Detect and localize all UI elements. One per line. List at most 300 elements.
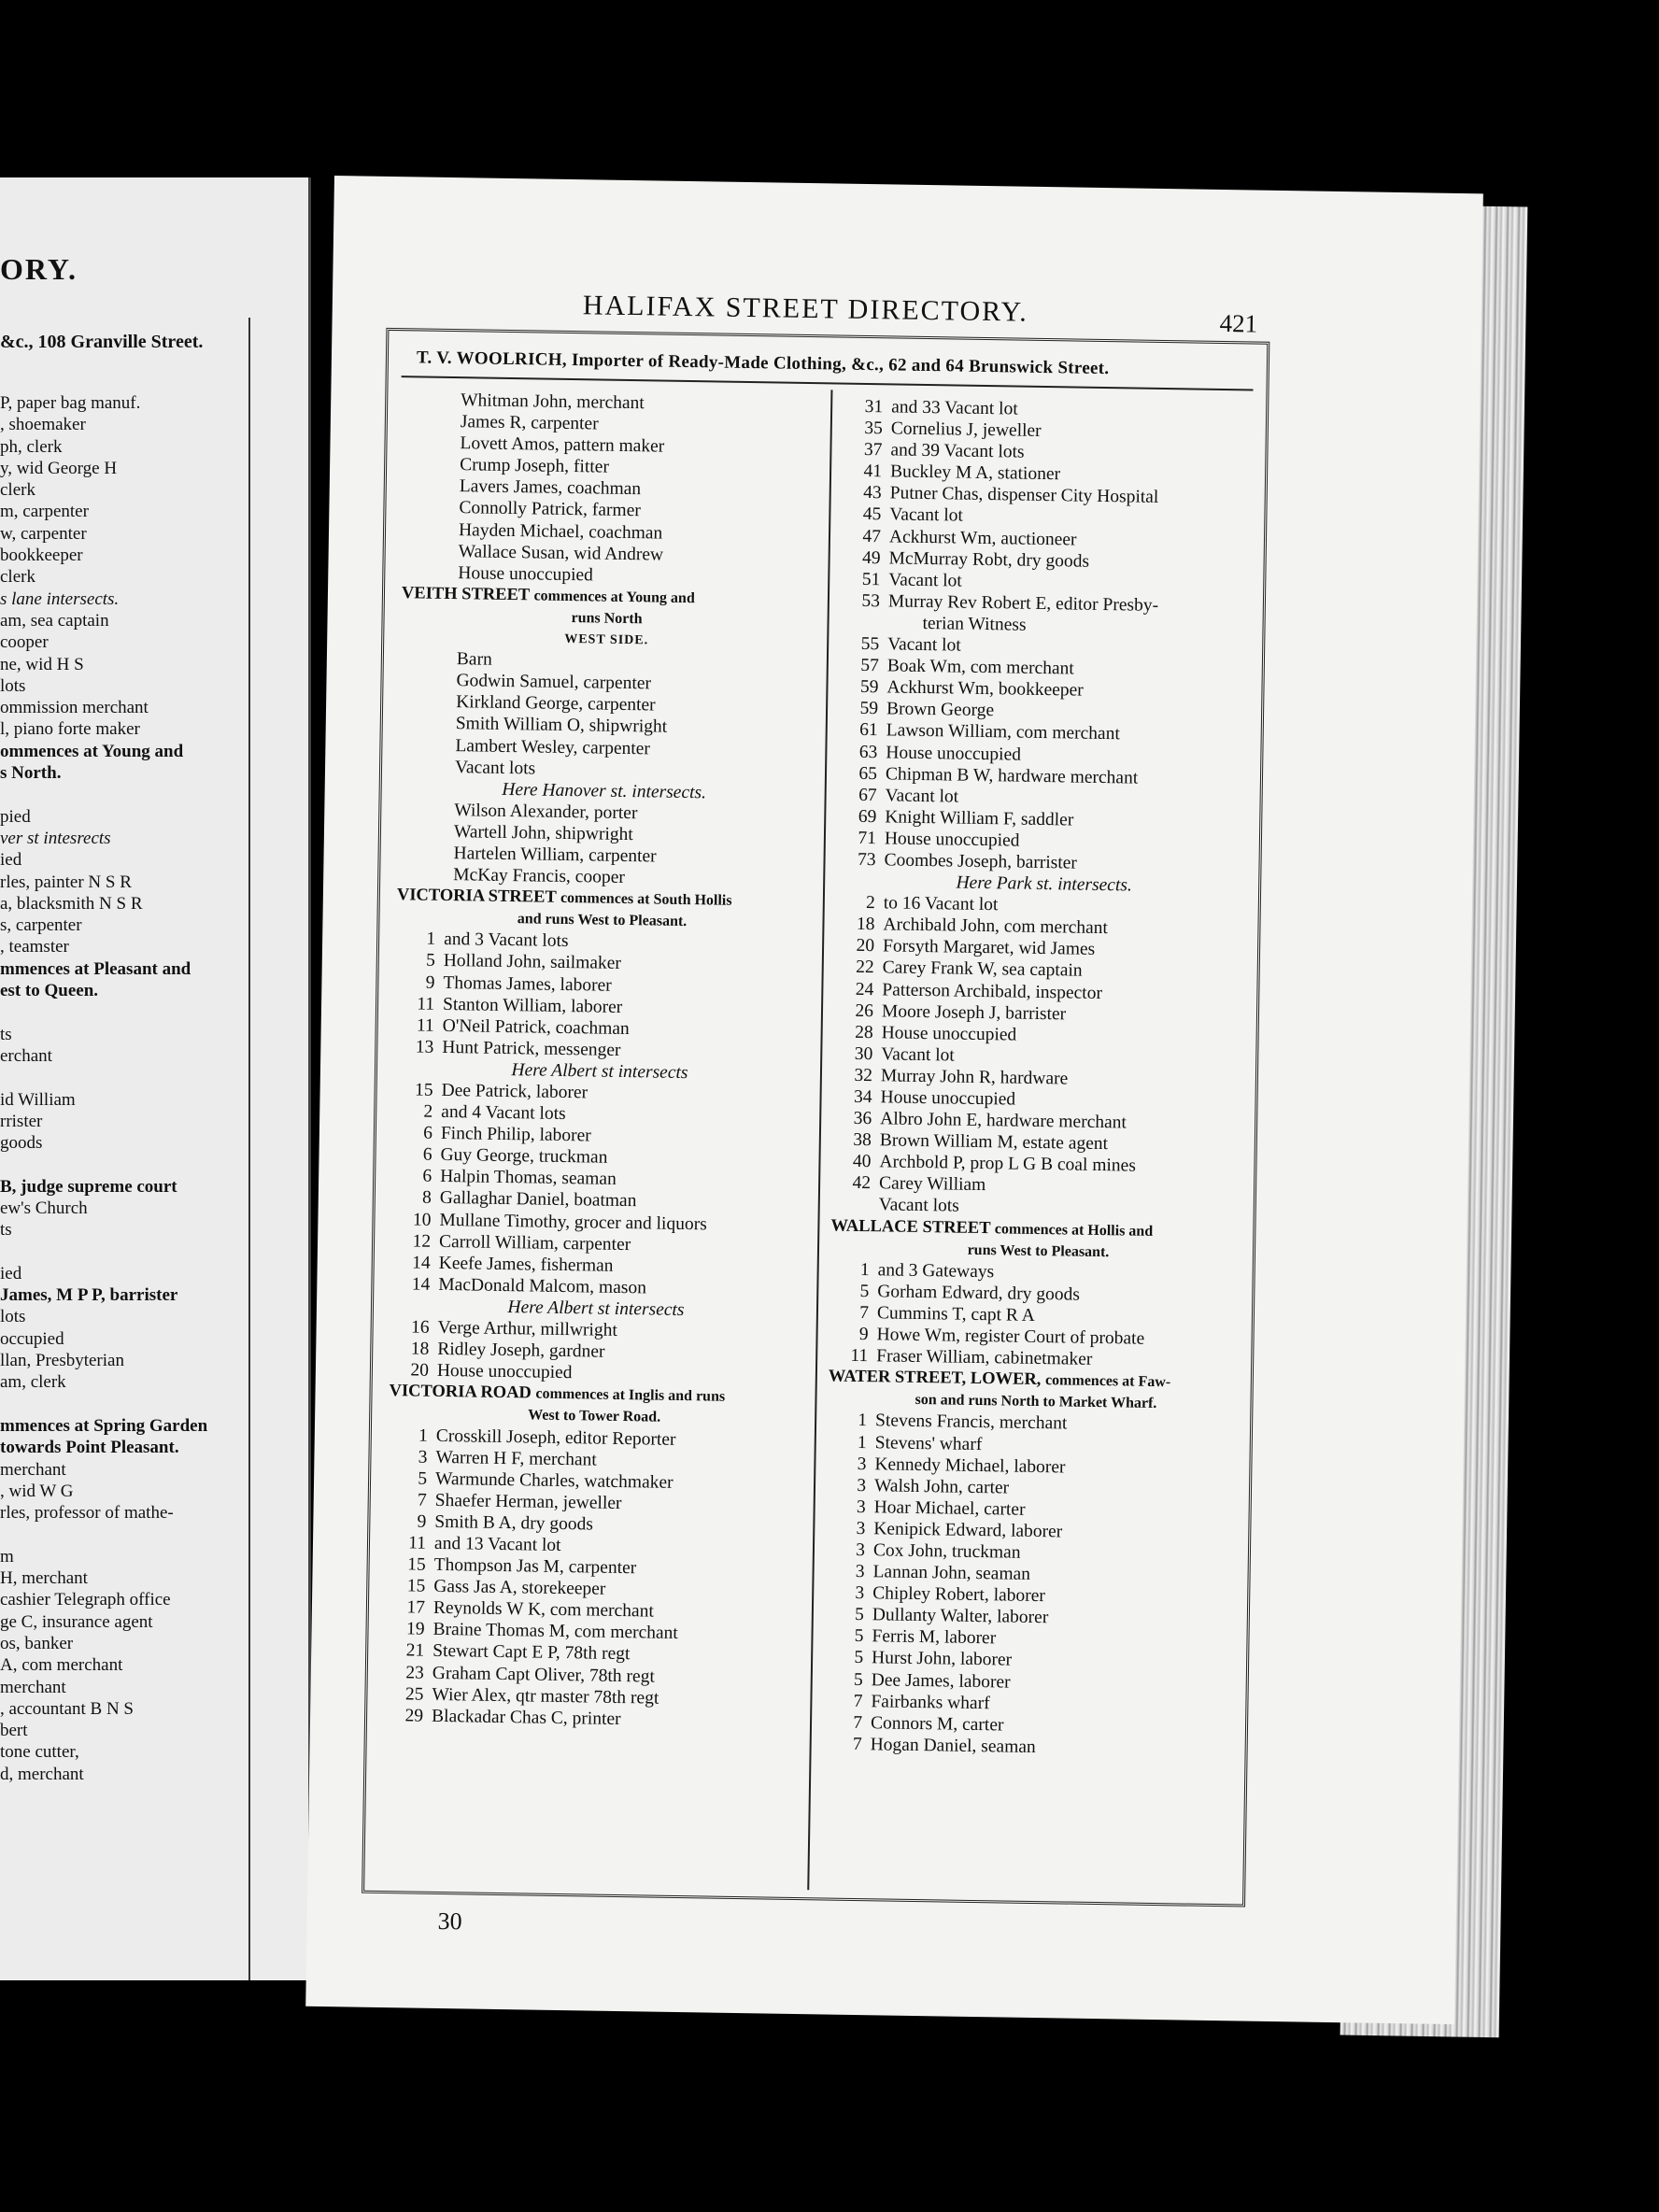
house-number: 5	[854, 1626, 864, 1647]
entry-text: Graham Capt Oliver, 78th regt	[432, 1663, 656, 1687]
house-number: 11	[416, 1015, 434, 1036]
continuation-line: terian Witness	[922, 613, 1027, 635]
house-number: 2	[423, 1101, 433, 1122]
house-number: 51	[861, 569, 881, 589]
house-number: 14	[412, 1253, 431, 1273]
entry-text: and 39 Vacant lots	[890, 440, 1025, 462]
entry-text: Keefe James, fisherman	[438, 1253, 614, 1276]
left-page-line: clerk	[0, 480, 35, 501]
directory-entry: Whitman John, merchant	[461, 390, 645, 414]
entry-text: Stevens' wharf	[874, 1432, 983, 1454]
left-page-line: lots	[0, 675, 26, 696]
house-number: 2	[865, 893, 876, 914]
entry-text: Dee James, laborer	[871, 1669, 1011, 1693]
house-number: 8	[421, 1188, 432, 1209]
street-heading-cont: West to Tower Road.	[528, 1407, 661, 1426]
left-page-line: ommences at Young and	[0, 741, 184, 761]
house-number: 3	[855, 1583, 865, 1604]
entry-text: Vacant lot	[887, 634, 961, 656]
house-number: 3	[857, 1475, 867, 1496]
entry-text: Hoar Michael, carter	[873, 1497, 1026, 1520]
house-number: 15	[406, 1576, 426, 1596]
page-title: HALIFAX STREET DIRECTORY.	[582, 290, 1029, 328]
left-page-line: est to Queen.	[0, 981, 99, 1001]
advert-rule	[402, 376, 1254, 390]
entry-text: McMurray Robt, dry goods	[888, 548, 1090, 572]
house-number: 24	[855, 979, 874, 1000]
entry-text: Vacant lot	[889, 504, 964, 527]
water-entries	[823, 1410, 1244, 1761]
house-number: 20	[410, 1360, 430, 1381]
left-page-line: ied	[0, 1263, 22, 1283]
entry-text: Thompson Jas M, carpenter	[433, 1554, 637, 1579]
entry-text: Braine Thomas M, com merchant	[432, 1620, 678, 1644]
house-number: 3	[856, 1496, 866, 1517]
entry-text: and 3 Vacant lots	[444, 929, 569, 952]
house-number: 53	[861, 590, 881, 612]
left-page-line: mmences at Spring Garden	[0, 1415, 208, 1436]
house-number: 41	[863, 461, 883, 482]
left-page-line: m	[0, 1546, 14, 1567]
house-number: 18	[856, 915, 875, 935]
left-page-line: P, paper bag manuf.	[0, 393, 141, 413]
entry-text: Ackhurst Wm, bookkeeper	[886, 677, 1084, 701]
entry-text: Moore Joseph J, barrister	[881, 1000, 1067, 1025]
house-number: 13	[415, 1037, 434, 1057]
left-page-line: erchant	[0, 1045, 52, 1066]
entry-text: Reynolds W K, com merchant	[432, 1598, 655, 1622]
entry-text: Coombes Joseph, barrister	[884, 850, 1078, 873]
entry-text: Smith B A, dry goods	[434, 1511, 594, 1535]
victoria-road-entries	[384, 1425, 800, 1733]
left-page-line: ied	[0, 850, 22, 871]
left-page-line: ts	[0, 1024, 12, 1044]
house-number: 10	[412, 1210, 432, 1230]
house-number: 3	[855, 1562, 865, 1582]
entry-text: Carey Frank W, sea captain	[882, 957, 1083, 982]
right-top-entries	[841, 396, 1260, 618]
house-number: 14	[411, 1274, 431, 1295]
house-number: 59	[859, 699, 879, 719]
left-page-line	[0, 1001, 290, 1023]
house-number: 21	[405, 1640, 425, 1662]
entry-text: Warren H F, merchant	[435, 1447, 597, 1470]
entry-text: Finch Philip, laborer	[440, 1124, 591, 1146]
house-number: 57	[860, 656, 879, 676]
directory-box	[362, 328, 1269, 1907]
left-page-line: , accountant B N S	[0, 1698, 135, 1719]
directory-entry: James R, carpenter	[460, 412, 599, 434]
left-page-line: B, judge supreme court	[0, 1176, 177, 1197]
street-heading: WALLACE STREET commences at Hollis and	[830, 1216, 1154, 1240]
side-label: WEST SIDE.	[564, 631, 649, 648]
entry-text: Thomas James, laborer	[443, 972, 612, 996]
entry-text: MacDonald Malcom, mason	[438, 1274, 647, 1298]
left-page-line: , shoemaker	[0, 415, 86, 435]
left-page-line	[0, 1524, 290, 1545]
street-heading-cont: son and runs North to Market Wharf.	[915, 1392, 1157, 1412]
house-number: 31	[864, 396, 884, 418]
house-number: 1	[418, 1425, 428, 1446]
house-number: 11	[417, 994, 435, 1014]
house-number: 1	[857, 1432, 867, 1453]
house-number: 1	[858, 1411, 868, 1431]
directory-entry: Connolly Patrick, farmer	[459, 498, 641, 521]
entry-text: Shaefer Herman, jeweller	[434, 1490, 622, 1513]
house-number: 5	[859, 1281, 870, 1301]
wallace-entries	[829, 1258, 1246, 1372]
entry-text: Boak Wm, com merchant	[886, 656, 1074, 679]
entry-text: to 16 Vacant lot	[883, 893, 999, 915]
house-number: 1	[426, 929, 436, 950]
entry-text: Stewart Capt E P, 78th regt	[432, 1641, 631, 1665]
house-number: 47	[862, 526, 882, 546]
house-number: 6	[422, 1166, 432, 1187]
house-number: 7	[417, 1490, 427, 1510]
left-page-line: ew's Church	[0, 1198, 88, 1218]
entry-text: Gorham Edward, dry goods	[877, 1282, 1081, 1305]
entry-text: Kenipick Edward, laborer	[873, 1519, 1063, 1542]
house-number: 29	[404, 1706, 424, 1726]
entry-text: Hunt Patrick, messenger	[442, 1037, 621, 1060]
entry-text: Putner Chas, dispenser City Hospital	[889, 483, 1159, 508]
house-number: 6	[422, 1144, 432, 1166]
entry-text: Kennedy Michael, laborer	[874, 1453, 1066, 1478]
left-page-line: , wid W G	[0, 1481, 74, 1501]
house-number: 69	[858, 806, 877, 827]
directory-entry: Wartell John, shipwright	[453, 821, 633, 844]
house-number: 25	[404, 1684, 424, 1705]
house-number: 11	[408, 1533, 427, 1553]
entry-text: Hurst John, laborer	[871, 1648, 1013, 1671]
entry-text: Blackadar Chas C, printer	[431, 1706, 621, 1729]
left-page-line: rrister	[0, 1111, 43, 1131]
left-page-line: cooper	[0, 632, 49, 653]
left-page-line: merchant	[0, 1459, 66, 1480]
house-number: 59	[859, 677, 879, 698]
entry-text: Vacant lot	[888, 570, 962, 591]
veith-entries-2	[397, 799, 809, 891]
signature-mark: 30	[437, 1907, 462, 1936]
entry-text: House unoccupied	[880, 1087, 1016, 1110]
left-column	[384, 389, 815, 1733]
entry-text: Hogan Daniel, seaman	[870, 1735, 1036, 1757]
cross-street-note: Here Park st. intersects.	[956, 872, 1132, 896]
house-number: 3	[418, 1447, 428, 1468]
left-page-line: y, wid George H	[0, 458, 118, 478]
page-number: 421	[1219, 308, 1258, 338]
house-number: 9	[858, 1325, 869, 1345]
entry-text: and 3 Gateways	[877, 1260, 995, 1282]
entry-text: Carey William	[878, 1173, 986, 1196]
left-page-line: l, piano forte maker	[0, 719, 140, 740]
entry-text: Brown William M, estate agent	[879, 1130, 1109, 1155]
entry-text: Verge Arthur, millwright	[437, 1317, 617, 1340]
entry-text: House unoccupied	[884, 829, 1020, 851]
entry-text: Carroll William, carpenter	[438, 1231, 631, 1255]
right-entries-2	[836, 633, 1255, 877]
house-number: 3	[856, 1539, 866, 1561]
street-heading: VICTORIA STREET commences at South Hollis	[396, 886, 732, 909]
cross-street-note: Here Albert st intersects	[511, 1060, 688, 1083]
left-page-entries	[0, 392, 290, 1785]
house-number: 23	[405, 1662, 425, 1683]
house-number: 5	[854, 1605, 865, 1625]
entry-text: Ridley Joseph, gardner	[437, 1340, 605, 1362]
house-number: 5	[418, 1468, 428, 1489]
street-heading: WATER STREET, LOWER, commences at Faw-	[828, 1367, 1171, 1391]
house-number: 43	[863, 483, 882, 503]
directory-entry: Smith William O, shipwright	[455, 714, 668, 738]
left-page-line: a, blacksmith N S R	[0, 893, 143, 914]
left-page-line: os, banker	[0, 1633, 74, 1653]
house-number: 19	[405, 1619, 425, 1640]
entry-text: Buckley M A, stationer	[889, 461, 1061, 485]
directory-entry: Barn	[456, 649, 492, 670]
right-entries-3	[831, 892, 1252, 1222]
left-page-line: pied	[0, 806, 31, 827]
left-page-line: merchant	[0, 1677, 66, 1697]
house-number: 40	[852, 1152, 872, 1172]
directory-entry: Lovett Amos, pattern maker	[460, 433, 665, 457]
entry-text: Gass Jas A, storekeeper	[433, 1577, 606, 1599]
entry-text: Dullanty Walter, laborer	[872, 1605, 1049, 1628]
house-number: 5	[853, 1669, 863, 1690]
left-page-line: clerk	[0, 567, 35, 588]
entry-text: Brown George	[886, 699, 995, 721]
directory-entry: Hartelen William, carpenter	[453, 844, 657, 867]
left-page-line: bookkeeper	[0, 546, 83, 566]
left-page-line: m, carpenter	[0, 502, 89, 522]
entry-text: Ferris M, laborer	[872, 1626, 997, 1649]
left-page-advert: &c., 108 Granville Street.	[0, 332, 204, 352]
house-number: 38	[853, 1130, 872, 1151]
house-number: 9	[425, 972, 435, 993]
house-number: 7	[859, 1302, 870, 1324]
house-number: 36	[853, 1108, 872, 1129]
entry-text: House unoccupied	[436, 1361, 573, 1383]
left-page-line: bert	[0, 1721, 28, 1741]
house-number: 7	[853, 1712, 863, 1733]
house-number: 49	[861, 547, 881, 568]
street-heading-cont: runs North	[571, 609, 643, 628]
victoria-street-entries-2	[390, 1079, 805, 1301]
house-number: 67	[858, 785, 877, 805]
page-header	[333, 286, 1482, 338]
entry-text: Vacant lot	[885, 786, 959, 807]
directory-entry: Hayden Michael, coachman	[458, 519, 663, 544]
entry-text: Murray Rev Robert E, editor Presby-	[887, 591, 1159, 616]
directory-entry: McKay Francis, cooper	[453, 865, 625, 888]
victoria-street-entries-3	[390, 1316, 801, 1387]
left-page-line: ge C, insurance agent	[0, 1611, 153, 1632]
house-number: 1	[859, 1259, 870, 1280]
left-page-line: am, sea captain	[0, 610, 109, 631]
house-number: 34	[853, 1086, 872, 1108]
left-page-line: cashier Telegraph office	[0, 1590, 171, 1610]
house-number: 28	[854, 1022, 873, 1042]
left-page-line: lots	[0, 1307, 26, 1327]
street-heading-cont: runs West to Pleasant.	[967, 1241, 1110, 1260]
left-page-line: rles, professor of mathe-	[0, 1503, 174, 1524]
entry-text: Cox John, truckman	[872, 1540, 1021, 1563]
left-page-line: James, M P P, barrister	[0, 1285, 178, 1306]
left-page-line	[0, 1067, 290, 1088]
cross-street-note: Here Hanover st. intersects.	[502, 779, 707, 803]
directory-entry: Wallace Susan, wid Andrew	[458, 541, 664, 565]
entry-text: House unoccupied	[886, 742, 1022, 765]
house-number: 20	[856, 936, 875, 957]
house-number: 5	[854, 1648, 864, 1668]
entry-text: Fraser William, cabinetmaker	[876, 1346, 1093, 1370]
street-heading-cont: and runs West to Pleasant.	[517, 911, 688, 930]
left-page-line: mmences at Pleasant and	[0, 958, 191, 979]
left-page-line: tone cutter,	[0, 1742, 79, 1763]
left-page-line: ne, wid H S	[0, 654, 84, 674]
entry-text: and 13 Vacant lot	[433, 1533, 561, 1555]
entry-text: Mullane Timothy, grocer and liquors	[439, 1210, 707, 1234]
house-number: 32	[854, 1065, 873, 1086]
entry-text: Cummins T, capt R A	[876, 1303, 1035, 1326]
entry-text: Guy George, truckman	[440, 1145, 608, 1169]
entry-text: Warmunde Charles, watchmaker	[434, 1468, 674, 1493]
left-page-line: ph, clerk	[0, 436, 63, 457]
directory-entry: Wilson Alexander, porter	[454, 800, 638, 823]
left-page-line: s North.	[0, 763, 62, 784]
house-number: 45	[862, 504, 882, 525]
left-page-line: ommission merchant	[0, 698, 149, 718]
entry-text: House unoccupied	[881, 1023, 1017, 1045]
entry-text: Knight William F, saddler	[885, 807, 1074, 830]
victoria-street-entries	[394, 928, 807, 1063]
house-number: 65	[858, 763, 878, 784]
veith-entries	[399, 647, 812, 783]
entry-text: Patterson Archibald, inspector	[882, 979, 1103, 1003]
left-page-line: goods	[0, 1133, 43, 1154]
street-heading: VEITH STREET commences at Young and	[401, 584, 695, 606]
entry-text: Vacant lot	[881, 1044, 955, 1066]
house-number: 7	[853, 1691, 863, 1711]
house-number: 11	[850, 1345, 869, 1367]
left-page-line: ts	[0, 1220, 12, 1241]
entry-text: Gallaghar Daniel, boatman	[439, 1188, 637, 1212]
entry-text: Dee Patrick, laborer	[441, 1080, 588, 1103]
left-page-line: s lane intersects.	[0, 588, 120, 609]
house-number: 71	[858, 828, 877, 849]
house-number: 30	[854, 1043, 873, 1064]
entry-text: and 33 Vacant lot	[891, 397, 1018, 419]
house-number	[837, 1210, 871, 1211]
left-page-line: w, carpenter	[0, 523, 87, 544]
entry-text: Holland John, sailmaker	[443, 951, 622, 974]
house-number: 16	[410, 1317, 430, 1338]
house-number: 3	[856, 1518, 866, 1538]
left-page-line: llan, Presbyterian	[0, 1351, 124, 1371]
entry-text: Howe Wm, register Court of probate	[876, 1325, 1145, 1349]
directory-entry: Lambert Wesley, carpenter	[455, 735, 651, 759]
entry-text: Murray John R, hardware	[880, 1066, 1069, 1089]
entry-text: Lawson William, com merchant	[886, 720, 1120, 744]
left-page-line: am, clerk	[0, 1372, 66, 1393]
left-page-line	[0, 1154, 290, 1175]
left-page-line: , teamster	[0, 937, 69, 957]
directory-entry: Lavers James, coachman	[459, 476, 642, 500]
entry-text: Stevens Francis, merchant	[874, 1411, 1068, 1434]
entry-text: Crosskill Joseph, editor Reporter	[435, 1425, 676, 1450]
house-number: 9	[417, 1511, 427, 1532]
left-page	[0, 177, 311, 1980]
house-number: 73	[857, 849, 876, 871]
entry-text: Ackhurst Wm, auctioneer	[888, 526, 1077, 550]
house-number: 6	[422, 1123, 433, 1143]
entry-text: Halpin Thomas, seaman	[440, 1167, 617, 1190]
house-number: 18	[410, 1339, 430, 1359]
cross-street-note: Here Albert st intersects	[507, 1297, 685, 1320]
directory-entry: Godwin Samuel, carpenter	[456, 671, 652, 694]
entry-text: O'Neil Patrick, coachman	[442, 1015, 630, 1039]
house-number: 26	[855, 1000, 874, 1021]
left-page-line: occupied	[0, 1328, 64, 1349]
entry-text: Fairbanks wharf	[871, 1691, 990, 1713]
left-page-line	[0, 784, 290, 805]
house-number: 15	[406, 1554, 426, 1575]
directory-entry: Crump Joseph, fitter	[459, 455, 610, 477]
entry-text: Wier Alex, qtr master 78th regt	[432, 1684, 659, 1709]
entry-text: Chipley Robert, laborer	[872, 1583, 1046, 1607]
directory-entry: House unoccupied	[458, 562, 594, 586]
left-page-line: rles, painter N S R	[0, 872, 132, 892]
entry-text: Albro John E, hardware merchant	[880, 1109, 1127, 1133]
left-top-entries	[402, 389, 815, 589]
left-page-header: ORY.	[0, 252, 78, 286]
left-page-line	[0, 1241, 290, 1263]
house-number: 37	[863, 440, 883, 461]
entry-text: Connors M, carter	[870, 1712, 1004, 1736]
entry-text: Archbold P, prop L G B coal mines	[879, 1152, 1137, 1176]
left-page-line: d, merchant	[0, 1764, 84, 1784]
house-number: 42	[852, 1173, 872, 1194]
house-number: 63	[858, 742, 878, 762]
house-number: 15	[414, 1080, 433, 1100]
house-number: 61	[859, 720, 878, 741]
entry-text: Archibald John, com merchant	[883, 915, 1109, 939]
entry-text: Walsh John, carter	[873, 1475, 1010, 1498]
house-number: 12	[412, 1231, 432, 1252]
left-page-line: id William	[0, 1089, 76, 1110]
entry-text: Vacant lots	[878, 1195, 960, 1217]
directory-entry: Kirkland George, carpenter	[455, 692, 656, 716]
entry-text: Forsyth Margaret, wid James	[882, 936, 1096, 960]
left-page-line	[0, 1394, 290, 1415]
left-page-line: towards Point Pleasant.	[0, 1438, 179, 1458]
right-column	[823, 396, 1260, 1762]
house-number: 22	[856, 957, 874, 978]
entry-text: Cornelius J, jeweller	[890, 418, 1042, 442]
house-number: 5	[425, 951, 435, 971]
left-page-line: ver st intesrects	[0, 828, 111, 848]
house-number: 55	[860, 633, 880, 655]
entry-text: Chipman B W, hardware merchant	[885, 763, 1139, 788]
house-number: 17	[406, 1597, 426, 1618]
left-page-line: A, com merchant	[0, 1655, 123, 1676]
left-page-line: H, merchant	[0, 1568, 88, 1589]
house-number: 7	[852, 1734, 862, 1754]
house-number: 3	[857, 1453, 867, 1474]
entry-text: Lannan John, seaman	[872, 1562, 1031, 1584]
entry-text: Stanton William, laborer	[442, 994, 623, 1017]
advert-banner: T. V. WOOLRICH, Importer of Ready-Made Clothing, &c., 62 and 64 Brunswick Street.	[416, 347, 1110, 379]
right-page	[305, 176, 1483, 2024]
